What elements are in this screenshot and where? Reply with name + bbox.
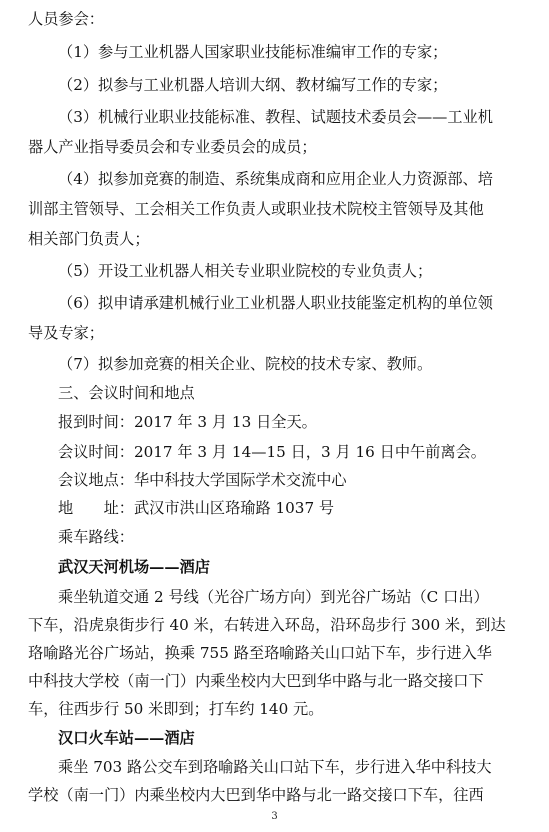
text-line: 训部主管领导、工会相关工作负责人或职业技术院校主管领导及其他 [28, 200, 484, 218]
text-line: 人员参会： [28, 10, 104, 28]
text-line: 导及专家； [28, 324, 104, 342]
text-line: 乘车路线： [58, 528, 134, 546]
text-line: （2）拟参与工业机器人培训大纲、教材编写工作的专家； [58, 76, 448, 94]
page-number: 3 [271, 811, 278, 822]
text-line: 下车，沿虎泉街步行 40 米，右转进入环岛，沿环岛步行 300 米，到达 [28, 616, 506, 634]
text-line: 车，往西步行 50 米即到；打车约 140 元。 [28, 700, 324, 718]
text-line: （3）机械行业职业技能标准、教程、试题技术委员会——工业机 [58, 108, 493, 126]
text-line: （7）拟参加竞赛的相关企业、院校的技术专家、教师。 [58, 355, 433, 373]
text-line: 乘坐 703 路公交车到珞喻路关山口站下车，步行进入华中科技大 [58, 758, 492, 776]
route-heading: 武汉天河机场——酒店 [58, 558, 210, 576]
text-line: 器人产业指导委员会和专业委员会的成员； [28, 138, 317, 156]
text-line: 地 址：武汉市洪山区珞瑜路 1037 号 [58, 499, 335, 517]
text-line: （5）开设工业机器人相关专业职业院校的专业负责人； [58, 262, 433, 280]
text-line: 珞喻路光谷广场站，换乘 755 路至珞喻路关山口站下车，步行进入华 [28, 644, 492, 662]
text-line: 学校（南一门）内乘坐校内大巴到华中路与北一路交接口下车，往西 [28, 786, 484, 804]
text-line: （6）拟申请承建机械行业工业机器人职业技能鉴定机构的单位领 [58, 294, 493, 312]
text-line: （1）参与工业机器人国家职业技能标准编审工作的专家； [58, 43, 448, 61]
text-line: 乘坐轨道交通 2 号线（光谷广场方向）到光谷广场站（C 口出） [58, 588, 489, 606]
section-heading: 三、会议时间和地点 [58, 384, 195, 402]
route-heading: 汉口火车站——酒店 [58, 729, 195, 747]
text-line: 中科技大学校（南一门）内乘坐校内大巴到华中路与北一路交接口下 [28, 672, 484, 690]
text-line: 会议时间：2017 年 3 月 14—15 日，3 月 16 日中午前离会。 [58, 443, 486, 461]
text-line: （4）拟参加竞赛的制造、系统集成商和应用企业人力资源部、培 [58, 170, 493, 188]
text-line: 相关部门负责人； [28, 230, 150, 248]
text-line: 会议地点：华中科技大学国际学术交流中心 [58, 471, 347, 489]
text-line: 报到时间：2017 年 3 月 13 日全天。 [58, 413, 317, 431]
